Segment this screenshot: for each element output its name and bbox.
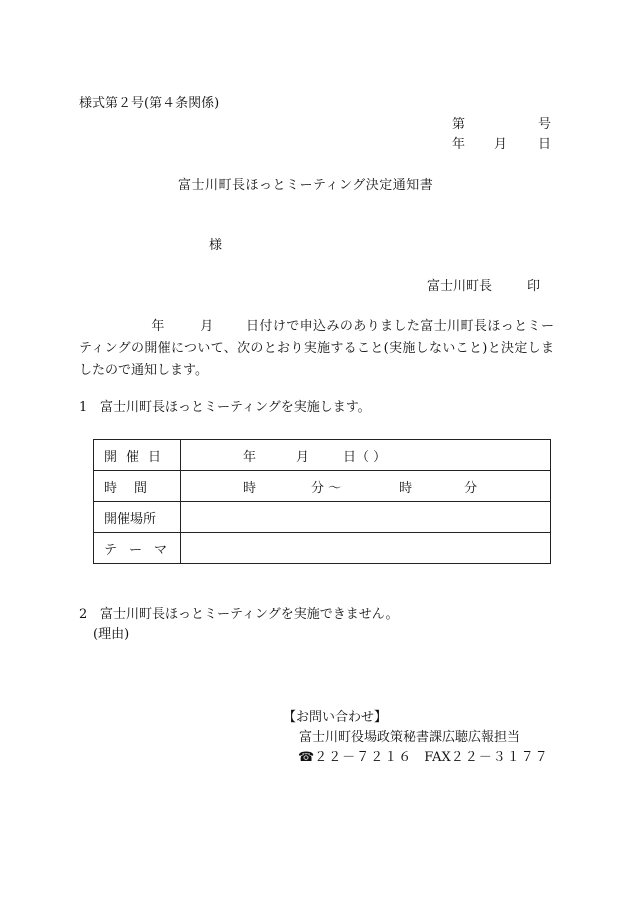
contact-heading: 【お問い合わせ】 bbox=[283, 710, 388, 725]
table-row bbox=[94, 440, 551, 471]
form-label: 様式第２号(第４条関係) bbox=[79, 96, 220, 111]
number-prefix: 第 bbox=[452, 117, 466, 132]
body-paragraph bbox=[79, 316, 554, 382]
section2-number: 2 bbox=[79, 607, 88, 622]
body-year: 年 bbox=[151, 319, 165, 334]
section1-heading: 富士川町長ほっとミーティングを実施します。 bbox=[100, 400, 371, 415]
table-row bbox=[94, 533, 551, 564]
row-label: テーマ bbox=[94, 533, 181, 564]
issuer-name: 富士川町長 bbox=[427, 279, 493, 294]
reason-label: (理由) bbox=[93, 627, 130, 642]
phone-icon: ☎ bbox=[298, 750, 315, 765]
table-row bbox=[94, 471, 551, 502]
row-value bbox=[181, 502, 551, 533]
fax-label: FAX bbox=[424, 750, 451, 765]
row-label: 開催場所 bbox=[94, 502, 181, 533]
table-row bbox=[94, 502, 551, 533]
contact-line bbox=[298, 750, 549, 766]
body-month: 月 bbox=[199, 319, 214, 334]
row-label: 時間 bbox=[94, 471, 181, 502]
row-label: 開催日 bbox=[94, 440, 181, 471]
body-text: 日付けで申込みのありました富士川町長ほっとミーティングの開催について、次のとおり実施すること(実施しないこと)と決定しましたので通知します。 bbox=[79, 319, 554, 378]
section1-number: 1 bbox=[79, 400, 88, 415]
addressee-suffix: 様 bbox=[209, 238, 223, 253]
row-value: 年 月 日（ ） bbox=[181, 440, 551, 471]
fax-number: ２２－３１７７ bbox=[450, 750, 549, 765]
phone-number: ２２－７２１６ bbox=[314, 750, 413, 765]
section2-heading: 富士川町長ほっとミーティングを実施できません。 bbox=[100, 607, 399, 622]
contact-department: 富士川町役場政策秘書課広聴広報担当 bbox=[299, 730, 521, 745]
row-value: 時 分 〜 時 分 bbox=[181, 471, 551, 502]
row-value bbox=[181, 533, 551, 564]
issuer-seal: 印 bbox=[527, 279, 541, 294]
meeting-details-table bbox=[93, 439, 551, 564]
number-suffix: 号 bbox=[538, 117, 552, 132]
date-day: 日 bbox=[538, 137, 552, 152]
date-year: 年 bbox=[452, 137, 466, 152]
date-month: 月 bbox=[494, 137, 508, 152]
document-title: 富士川町長ほっとミーティング決定通知書 bbox=[178, 178, 434, 193]
